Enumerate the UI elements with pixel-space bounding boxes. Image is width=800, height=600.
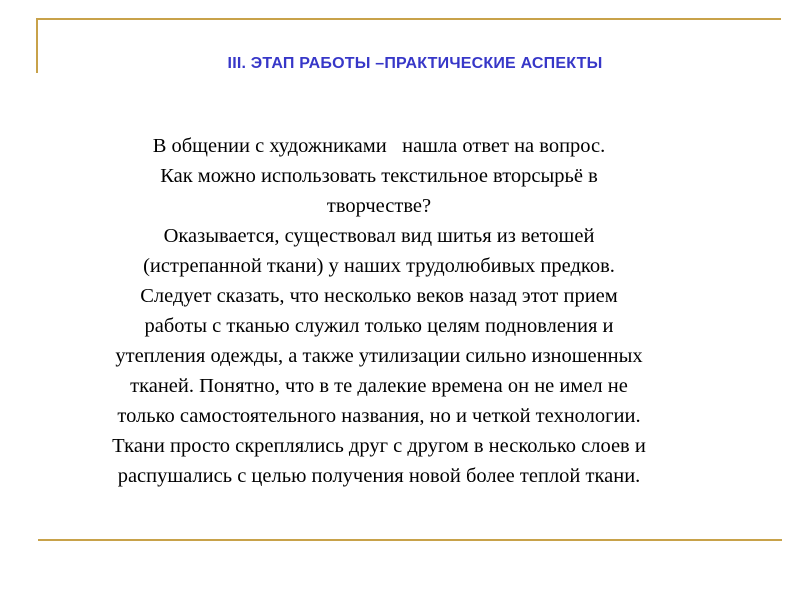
body-line: распушались с целью получения новой более теплой ткани. — [117, 465, 641, 487]
body-line: Ткани просто скреплялись друг с другом в несколько слоев и — [112, 435, 646, 457]
body-line: Следует сказать, что несколько веков назад этот прием — [140, 285, 618, 307]
slide-title: III. ЭТАП РАБОТЫ –ПРАКТИЧЕСКИЕ АСПЕКТЫ — [227, 55, 603, 72]
body-line: творчестве? — [326, 195, 432, 217]
bottom-divider-line — [38, 539, 782, 541]
body-line: (истрепанной ткани) у наших трудолюбивых предков. — [143, 255, 615, 277]
top-divider-line — [36, 18, 781, 20]
body-line: тканей. Понятно, что в те далекие времена он не имел не — [130, 375, 628, 397]
body-line: только самостоятельного названия, но и четкой технологии. — [117, 405, 641, 427]
body-line: Как можно использовать текстильное вторсырьё в — [160, 165, 598, 187]
left-divider-line — [36, 18, 38, 73]
body-line: В общении с художниками нашла ответ на вопрос. — [152, 135, 606, 157]
body-line: Оказывается, существовал вид шитья из ветошей — [163, 225, 595, 247]
body-line: утепления одежды, а также утилизации сильно изношенных — [115, 345, 643, 367]
body-line: работы с тканью служил только целям подновления и — [144, 315, 614, 337]
body-text — [20, 131, 738, 491]
